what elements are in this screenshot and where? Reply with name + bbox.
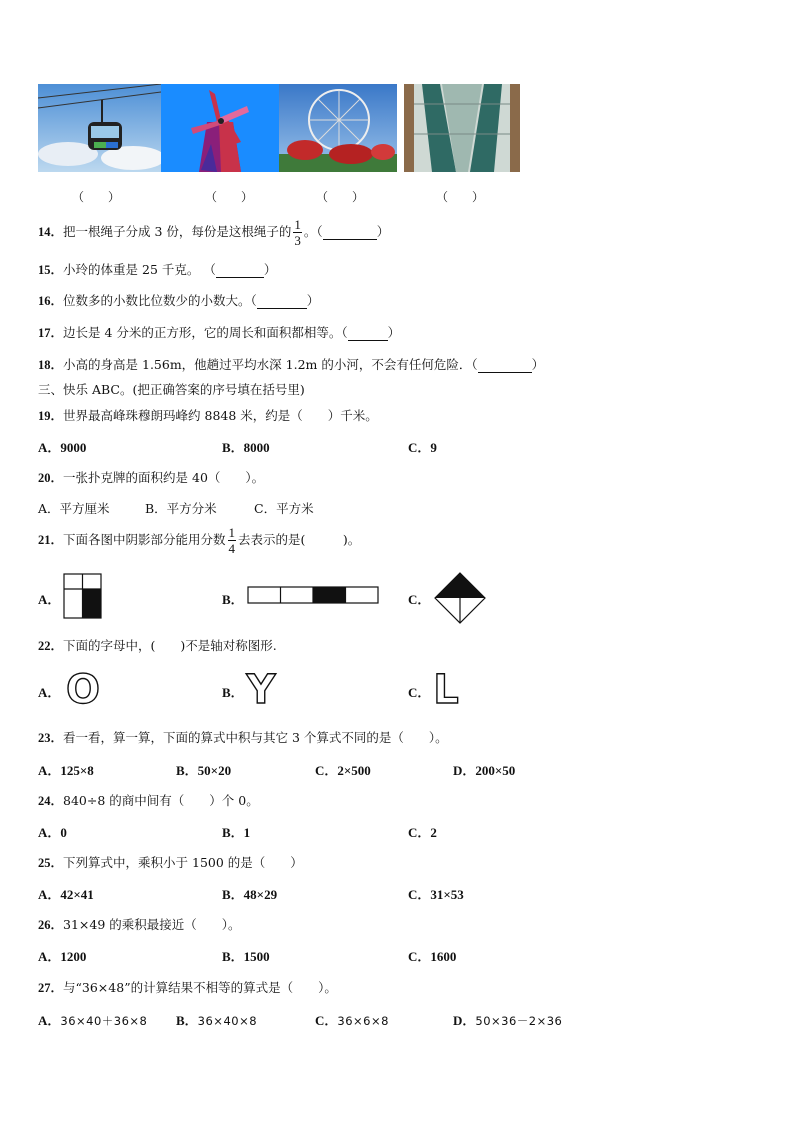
option-19-b[interactable]: B．8000: [222, 440, 270, 455]
answer-paren-3[interactable]: （ ）: [316, 190, 365, 204]
question-14: 14．把一根绳子分成 3 份，每份是这根绳子的 $\frac{1}{3}$ 。（ ）: [38, 217, 390, 248]
question-27: 27．与“36×48”的计算结果不相等的算式是（ ）。: [38, 980, 337, 995]
windmill-icon: [161, 84, 279, 172]
option-20-b[interactable]: B．平方分米: [145, 501, 217, 516]
answer-blank-17[interactable]: [348, 325, 388, 341]
answer-blank-18[interactable]: [478, 357, 532, 373]
option-23-c[interactable]: C．2×500: [315, 763, 371, 778]
windmill-photo: [161, 84, 279, 172]
option-26-b[interactable]: B．1500: [222, 949, 270, 964]
ferris-wheel-photo: [279, 84, 397, 172]
answer-blank-16[interactable]: [257, 293, 307, 309]
option-21-b[interactable]: B．: [222, 592, 244, 607]
answer-blank-14[interactable]: [323, 224, 377, 240]
option-20-a[interactable]: A．平方厘米: [38, 501, 110, 516]
option-21-a-figure[interactable]: [63, 573, 103, 619]
option-25-a[interactable]: A．42×41: [38, 887, 94, 902]
option-21-c[interactable]: C．: [408, 592, 431, 607]
section-heading: 三、快乐 ABC。(把正确答案的序号填在括号里): [38, 382, 305, 397]
answer-paren-1[interactable]: （ ）: [72, 190, 121, 204]
option-21-c-figure[interactable]: [434, 572, 486, 624]
option-27-c[interactable]: C．36×6×8: [315, 1013, 389, 1028]
option-22-c[interactable]: C．: [408, 685, 431, 700]
option-27-a[interactable]: A．36×40＋36×8: [38, 1013, 148, 1028]
option-19-a[interactable]: A．9000: [38, 440, 87, 455]
option-23-a[interactable]: A．125×8: [38, 763, 94, 778]
question-18: 18．小高的身高是 1.56m，他趟过平均水深 1.2m 的小河，不会有任何危险．（ ）: [38, 357, 545, 372]
option-24-b[interactable]: B．1: [222, 825, 251, 840]
answer-blank-15[interactable]: [216, 262, 264, 278]
option-26-a[interactable]: A．1200: [38, 949, 87, 964]
ferris-wheel-icon: [279, 84, 397, 172]
option-23-b[interactable]: B．50×20: [176, 763, 232, 778]
cable-car-icon: [38, 84, 161, 172]
question-25: 25．下列算式中，乘积小于 1500 的是（ ）: [38, 855, 303, 870]
option-24-a[interactable]: A．0: [38, 825, 67, 840]
letter-o-icon[interactable]: [63, 669, 103, 709]
question-19: 19．世界最高峰珠穆朗玛峰约 8848 米，约是（ ）千米。: [38, 408, 378, 423]
question-17: 17．边长是 4 分米的正方形，它的周长和面积都相等。（ ）: [38, 325, 401, 340]
cable-car-photo: [38, 84, 161, 172]
svg-text:L: L: [433, 669, 459, 709]
option-21-a[interactable]: A．: [38, 592, 61, 607]
answer-paren-2[interactable]: （ ）: [205, 190, 254, 204]
question-15: 15．小玲的体重是 25 千克。 （ ）: [38, 262, 277, 277]
question-20: 20．一张扑克牌的面积约是 40（ ）。: [38, 470, 265, 485]
question-26: 26．31×49 的乘积最接近（ ）。: [38, 917, 241, 932]
question-22: 22．下面的字母中，( )不是轴对称图形.: [38, 638, 277, 653]
option-21-b-figure[interactable]: [247, 586, 379, 605]
option-25-c[interactable]: C．31×53: [408, 887, 464, 902]
fraction-one-third: $\frac{1}{3}$: [294, 217, 301, 248]
fraction-one-quarter: $\frac{1}{4}$: [228, 525, 236, 556]
option-23-d[interactable]: D．200×50: [453, 763, 516, 778]
letter-y-icon[interactable]: [244, 669, 278, 709]
option-27-b[interactable]: B．36×40×8: [176, 1013, 258, 1028]
svg-text:O: O: [65, 669, 101, 709]
question-16: 16．位数多的小数比位数少的小数大。（ ）: [38, 293, 320, 308]
escalator-photo: [404, 84, 520, 172]
answer-paren-4[interactable]: （ ）: [436, 190, 485, 204]
svg-text:Y: Y: [246, 669, 276, 709]
letter-l-icon[interactable]: [430, 669, 464, 709]
option-26-c[interactable]: C．1600: [408, 949, 457, 964]
option-24-c[interactable]: C．2: [408, 825, 437, 840]
question-24: 24．840÷8 的商中间有（ ）个 0。: [38, 793, 259, 808]
option-25-b[interactable]: B．48×29: [222, 887, 278, 902]
option-20-c[interactable]: C．平方米: [254, 501, 314, 516]
option-22-b[interactable]: B．: [222, 685, 244, 700]
question-21: 21．下面各图中阴影部分能用分数 $\frac{1}{4}$ 去表示的是( )。: [38, 525, 361, 556]
option-22-a[interactable]: A．: [38, 685, 61, 700]
option-27-d[interactable]: D．50×36－2×36: [453, 1013, 563, 1028]
option-19-c[interactable]: C．9: [408, 440, 437, 455]
question-23: 23．看一看，算一算，下面的算式中积与其它 3 个算式不同的是（ ）。: [38, 730, 448, 745]
escalator-icon: [404, 84, 520, 172]
